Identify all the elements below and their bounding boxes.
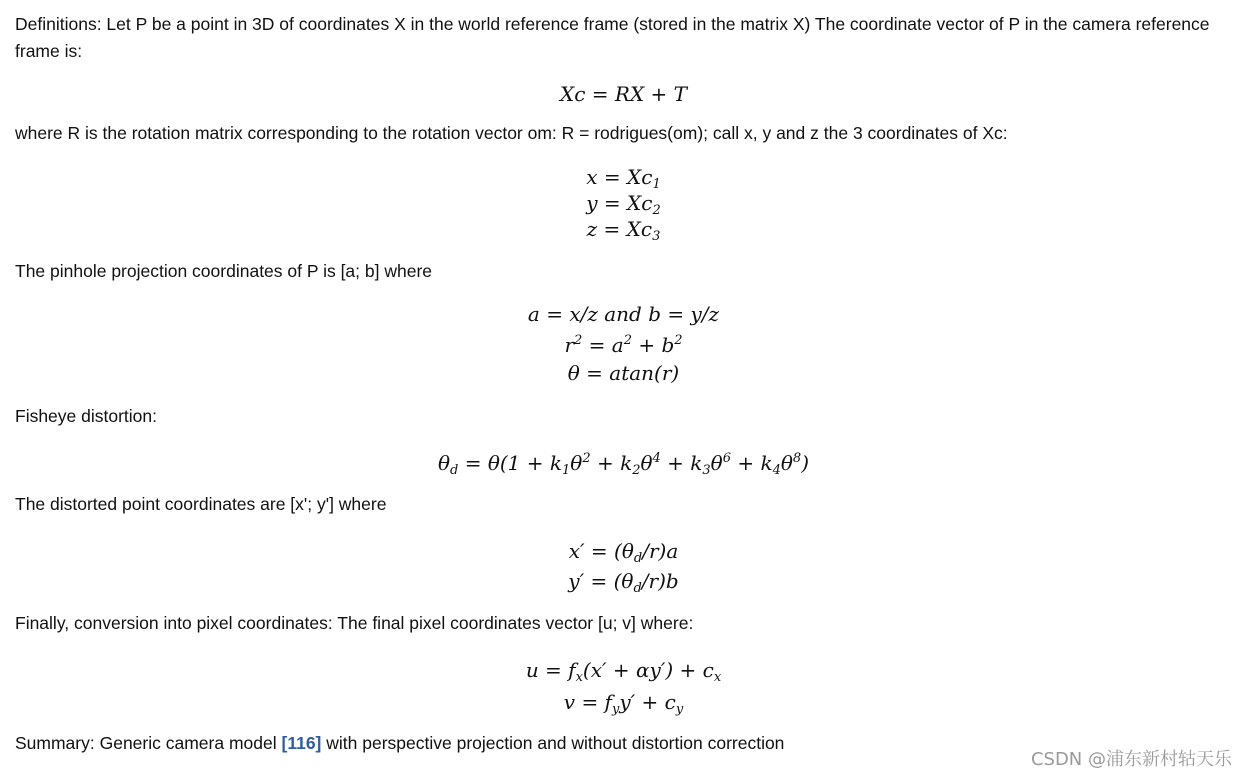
pinhole-paragraph: The pinhole projection coordinates of P is [a; b] where [15,261,433,281]
x-coordinate-equation: $x = Xc_1$ [586,165,661,192]
y-coordinate-equation: $y = Xc_2$ [586,191,661,218]
fisheye-paragraph: Fisheye distortion: [15,406,158,426]
rotation-paragraph: where R is the rotation matrix corresponding to the rotation vector om: R = rodrigues(om); call x, y and z the 3 coordinates of Xc: [15,123,1008,143]
z-coordinate-equation: $z = Xc_3$ [586,217,661,244]
x-prime-equation: $x' = (\theta_d/r)a$ [568,539,679,566]
definitions-paragraph: Definitions: Let P be a point in 3D of coordinates X in the world reference frame (stored in the matrix X) The coordinate vector of P in the camera reference frame is: [15,14,1210,61]
summary-paragraph: Summary: Generic camera model [116] with perspective projection and without distortion correction [15,733,785,753]
reference-116-link[interactable]: [116] [281,733,322,753]
radius-equation: $r^2 = a^2 + b^2$ [564,333,683,357]
y-prime-equation: $y' = (\theta_d/r)b$ [568,569,679,596]
fisheye-distortion-equation: $\theta_d = \theta(1 + k_1\theta^2 + k_2\theta^4 + k_3\theta^6 + k_4\theta^8)$ [437,451,810,478]
pinhole-ab-equation: a = x/z and b = y/z [527,302,720,326]
distorted-paragraph: The distorted point coordinates are [x'; y'] where [15,494,387,514]
u-pixel-equation: $u = f_x(x' + \alpha y') + c_x$ [525,658,722,685]
theta-equation: θ = atan(r) [567,361,680,385]
csdn-watermark: CSDN @浦东新村轱天乐 [1030,749,1232,770]
camera-frame-equation: Xc = RX + T [559,82,688,106]
pixel-paragraph: Finally, conversion into pixel coordinates: The final pixel coordinates vector [u; v] where: [15,613,694,633]
v-pixel-equation: $v = f_yy' + c_y$ [563,690,684,717]
